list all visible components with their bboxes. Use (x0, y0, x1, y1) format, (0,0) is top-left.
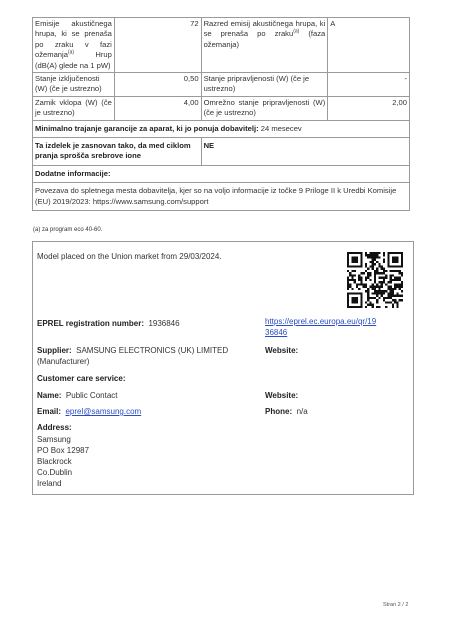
networked-standby-label: Omrežno stanje pripravljenosti (W) (če je ustrezno) (201, 96, 328, 120)
eprel-row (37, 319, 180, 330)
email-link[interactable]: eprel@samsung.com (65, 407, 142, 416)
address-line: Ireland (37, 479, 62, 488)
address-line: Blackrock (37, 457, 72, 466)
noise-class-label: Razred emisij akustičnega hrupa, ki se prenaša po zraku$^{(a)}$ (faza ožemanja) (201, 18, 328, 73)
silver-ions-value: NE (201, 138, 409, 166)
warranty-label: Minimalno trajanje garancije za aparat, ki jo ponuja dobavitelj: (35, 123, 259, 133)
footnote: (a) za program eco 40-60. (33, 227, 103, 233)
networked-standby-value: 2,00 (328, 96, 410, 120)
eprel-label: EPREL registration number: (37, 319, 144, 328)
email-label: Email: (37, 407, 62, 416)
table-row (33, 138, 410, 166)
standby-label: Stanje pripravljenosti (W) (če je ustrezno) (201, 73, 328, 97)
noise-emission-label: Emisije akustičnega hrupa, ki se prenaša po zraku v fazi ožemanja$^{(a)}$ Hrup (dB(A) glede na 1 pW) (33, 18, 115, 73)
eprel-number: 1936846 (148, 319, 180, 328)
eprel-link[interactable]: https://eprel.ec.europa.eu/qr/19 36846 (265, 317, 377, 337)
table-row (33, 120, 410, 137)
address-line: PO Box 12987 (37, 446, 90, 455)
qr-code-icon (347, 252, 403, 308)
silver-ions-label: Ta izdelek je zasnovan tako, da med ciklom pranja sprošča srebrove ione (33, 138, 202, 166)
table-row (33, 165, 410, 182)
standby-value: - (328, 73, 410, 97)
delay-start-label: Zamik vklopa (W) (če je ustrezno) (33, 96, 115, 120)
website2-label: Website: (265, 391, 299, 400)
warranty-value: 24 mesecev (260, 123, 302, 133)
address-block (37, 434, 89, 489)
table-row (33, 18, 410, 73)
noise-emission-value: 72 (114, 18, 201, 73)
off-mode-label: Stanje izključenosti (W) (če je ustrezno) (33, 73, 115, 97)
additional-info-label: Dodatne informacije: (33, 165, 410, 182)
customer-care-label: Customer care service: (37, 374, 126, 383)
supplier-value: SAMSUNG ELECTRONICS (UK) LIMITED (Manufacturer) (37, 346, 229, 366)
warranty-row (33, 120, 410, 137)
name-value: Public Contact (65, 391, 118, 400)
noise-class-value: A (328, 18, 410, 73)
placed-on-market-text: Model placed on the Union market from 29/03/2024. (37, 252, 222, 261)
supplier-label: Supplier: (37, 346, 72, 355)
phone-row (265, 407, 308, 418)
supplier-weblink-text: Povezava do spletnega mesta dobavitelja, kjer so na voljo informacije iz točke 9 Priloge II k Uredbi Komisije (EU) 2019/2023: https://www.samsung.com/support (33, 183, 410, 211)
delay-start-value: 4,00 (114, 96, 201, 120)
off-mode-value: 0,50 (114, 73, 201, 97)
name-row (37, 391, 118, 402)
table-row (33, 183, 410, 211)
page-number: Stran 2 / 2 (383, 602, 409, 608)
table-row (33, 73, 410, 97)
phone-label: Phone: (265, 407, 293, 416)
address-line: Co.Dublin (37, 468, 73, 477)
address-line: Samsung (37, 435, 71, 444)
email-row (37, 407, 141, 418)
website-label: Website: (265, 346, 299, 355)
supplier-row (37, 346, 259, 367)
phone-value: n/a (296, 407, 308, 416)
name-label: Name: (37, 391, 62, 400)
spec-table (32, 17, 410, 211)
table-row (33, 96, 410, 120)
address-label: Address: (37, 423, 72, 432)
